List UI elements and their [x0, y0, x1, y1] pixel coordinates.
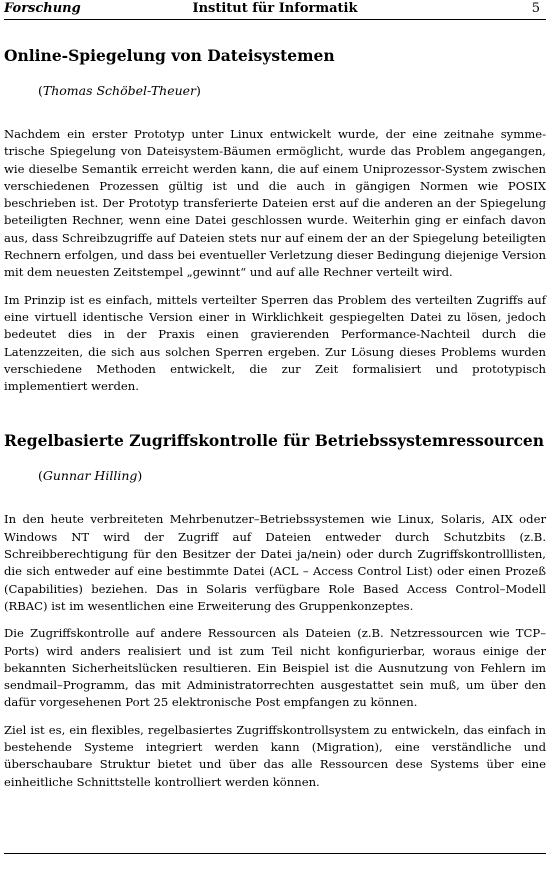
author-name: Thomas Schöbel-Theuer	[42, 83, 197, 98]
page-number: 5	[531, 1, 540, 16]
author-name: Gunnar Hilling	[42, 468, 138, 484]
section-online-mirroring	[4, 46, 546, 395]
header-institute: Institut für Informatik	[192, 1, 358, 16]
paragraph: Ziel ist es, ein flexibles, regelbasiertes Zugriffskontrollsystem zu entwickeln, das einfach in bestehende Systeme integriert werden kann (Migration), eine verständliche und überschaubare Struktur bietet und über das alle Ressourcen dese Systems über eine einheitliche Schnittstelle kontrolliert werden können.	[4, 722, 546, 789]
header-section-label: Forschung	[4, 1, 81, 16]
paragraph: In den heute verbreiteten Mehrbenutzer–Betriebssystemen wie Linux, Solaris, AIX oder Windows NT wird der Zugriff auf Dateien entweder durch Schutzbits (z.B. Schreibberechtigung für den Besitzer der Datei ja/nein) oder durch Zugriffskontrolllisten, die sich entweder auf eine bestimmte Datei (ACL – Access Control List) oder einen Prozeß (Capabilities) beziehen. Das in Solaris verfügbare Role Based Access Control–Modell (RBAC) ist im wesentlichen eine Erweiterung des Gruppenkonzeptes.	[4, 512, 546, 613]
paragraph: Die Zugriffskontrolle auf andere Ressourcen als Dateien (z.B. Netzressourcen wie TCP–Ports) wird anders realisiert und ist zum Teil nicht konfigurierbar, woraus einige der bekannten Sicherheitslücken resultieren. Ein Beispiel ist die Ausnutzung von Fehlern im sendmail–Programm, das mit Administratorrechten ausgestattet sein muß, um über den dafür vorgesehenen Port 25 elektronische Post empfangen zu können.	[4, 626, 546, 710]
paragraph: Im Prinzip ist es einfach, mittels verteilter Sperren das Problem des verteilten Zugriffs auf eine virtuell identische Version einer in Wirklichkeit gespiegelten Datei zu lösen, jedoch bedeutet dies in der Praxis einen gravierenden Performance-Nachteil durch die Latenzzeiten, die sich aus solchen Sperren ergeben. Zur Lösung dieses Problems wurden verschiedene Methoden entwickelt, die zur Zeit formalisiert und prototypisch implementiert werden.	[4, 292, 546, 394]
section-author: (Thomas Schöbel-Theuer)	[38, 83, 201, 98]
section-title: Regelbasierte Zugriffskontrolle für Betriebssystemressourcen	[4, 431, 545, 451]
section-title: Online-Spiegelung von Dateisystemen	[4, 46, 335, 65]
section-author: (Gunnar Hilling)	[38, 468, 143, 484]
footer-rule	[4, 853, 546, 854]
running-header	[4, 0, 546, 20]
paragraph: Nachdem ein erster Prototyp unter Linux entwickelt wurde, der eine zeitnahe symmetrische Spiegelung von Dateisystem-Bäumen ermöglicht, wurde das Problem angegangen, wie dieselbe Semantik erreicht werden kann, die auf einem Uniprozessor-System zwischen verschiedenen Prozessen gültig ist und die auch in gängigen Normen wie POSIX beschrieben ist. Der Prototyp transferierte Dateien erst auf die anderen an der Spiegelung beteiligten Rechner, wenn eine Datei geschlossen wurde. Weiterhin ging er einfach davon aus, dass Schreibzugriffe auf Dateien stets nur auf einem der an der Spiegelung beteiligten Rechnern erfolgen, und dass bei eventueller Verletzung dieser Bedingung diejenige Version mit dem neuesten Zeitstempel „gewinnt“ und auf alle Rechner verteilt wird.	[4, 127, 546, 280]
section-rule-based-access-control	[4, 431, 546, 790]
